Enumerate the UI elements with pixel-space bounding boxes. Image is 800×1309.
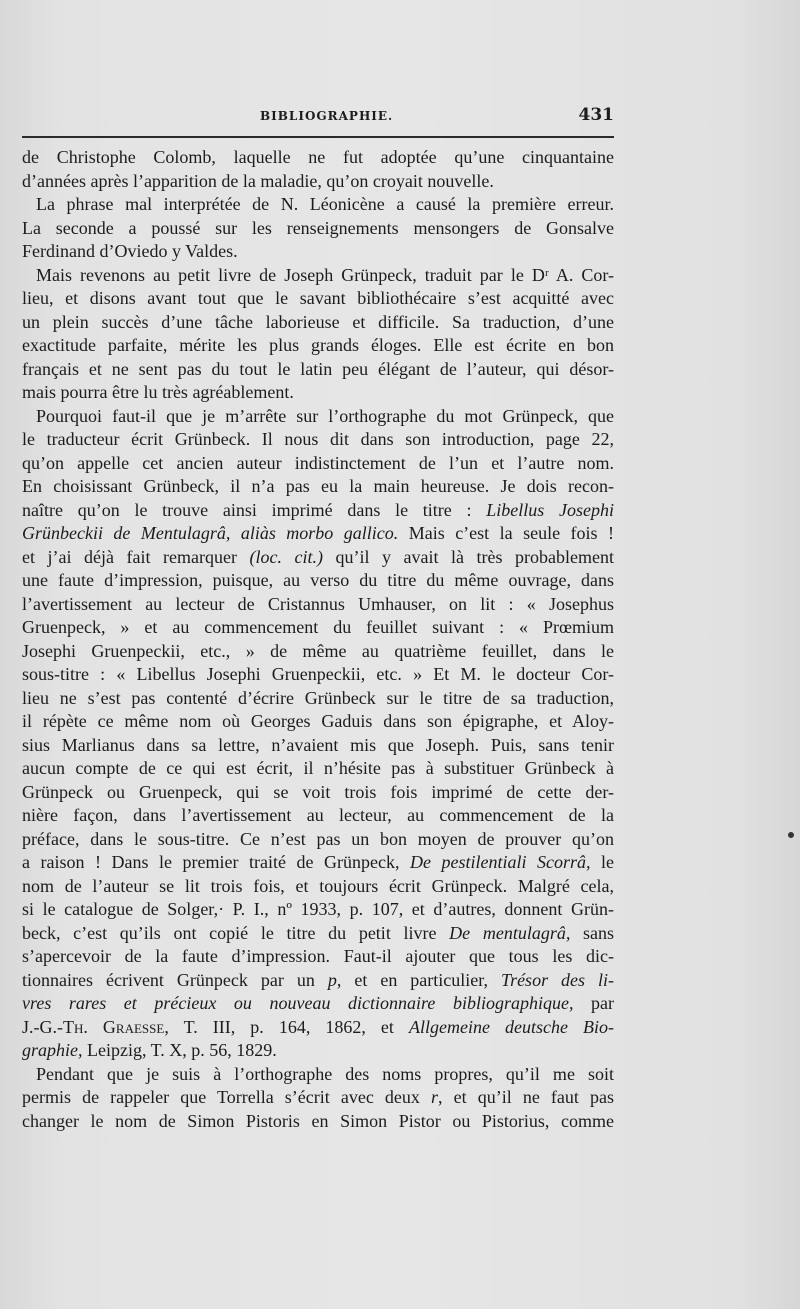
- text-segment: J.-G.-: [22, 1016, 63, 1037]
- text-line: exactitude parfaite, mérite les plus grands éloges. Elle est écrite en bon: [22, 335, 614, 355]
- text-line: [22, 1016, 614, 1040]
- italic-letter: p: [327, 969, 337, 990]
- italic-citation: (loc. cit.): [249, 546, 323, 567]
- text-line: l’avertissement au lecteur de Cristannus Umhauser, on lit : « Josephus: [22, 593, 614, 614]
- text-segment: , et en particulier,: [336, 969, 489, 990]
- text-segment: tionnaires écrivent Grünpeck par un: [22, 969, 315, 990]
- text-line: [22, 1039, 614, 1063]
- text-line: d’années après l’apparition de la maladie, qu’on croyait nouvelle.: [22, 170, 494, 191]
- text-line: [22, 851, 614, 875]
- header-rule: [22, 136, 614, 138]
- text-line: nom de l’auteur se lit trois fois, et toujours écrit Grünpeck. Malgré cela,: [22, 875, 614, 896]
- margin-mark: [788, 832, 794, 838]
- italic-letter: r: [431, 1087, 439, 1107]
- text-line: La seconde a poussé sur les renseignements mensongers de Gonsalve: [22, 217, 614, 238]
- italic-title: De mentulagrâ,: [449, 922, 571, 943]
- text-line: changer le nom de Simon Pistoris en Simon Pistor ou Pistorius, comme: [22, 1110, 614, 1131]
- text-line: Pendant que je suis à l’orthographe des noms propres, qu’il me soit: [36, 1063, 614, 1084]
- italic-title: vres rares et précieux ou nouveau dictionnaire bibliographique,: [22, 993, 574, 1013]
- text-segment: , T. III, p. 164, 1862, et: [164, 1016, 394, 1037]
- page-header: [22, 105, 614, 127]
- text-line: Josephi Gruenpeckii, etc., » de même au quatrième feuillet, dans le: [22, 640, 614, 661]
- text-segment: par: [573, 993, 615, 1013]
- text-segment: naître qu’on le trouve ainsi imprimé dans le titre :: [22, 499, 472, 520]
- text-line: Ferdinand d’Oviedo y Valdes.: [22, 241, 238, 261]
- text-line: En choisissant Grünbeck, il n’a pas eu la main heureuse. Je dois recon-: [22, 476, 614, 496]
- text-segment: a raison ! Dans le premier traité de Grünpeck,: [22, 852, 400, 872]
- text-segment: beck, c’est qu’ils ont copié le titre du petit livre: [22, 922, 437, 943]
- text-line: une faute d’impression, puisque, au verso du titre du même ouvrage, dans: [22, 570, 614, 590]
- text-line: [22, 922, 614, 946]
- text-segment: qu’il y avait là très probablement: [322, 546, 614, 567]
- italic-title: graphie,: [22, 1040, 83, 1060]
- text-line: le traducteur écrit Grünbeck. Il nous dit dans son introduction, page 22,: [22, 429, 614, 449]
- italic-title: Libellus Josephi: [486, 499, 615, 520]
- text-line: aucun compte de ce qui est écrit, il n’hésite pas à substituer Grünbeck à: [22, 758, 614, 778]
- text-segment: et j’ai déjà fait remarquer: [22, 546, 237, 567]
- text-segment: Leipzig, T. X, p. 56, 1829.: [82, 1040, 277, 1060]
- text-segment: le: [590, 852, 615, 872]
- running-head: BIBLIOGRAPHIE.: [260, 109, 394, 123]
- text-line: Gruenpeck, » et au commencement du feuillet suivant : « Prœmium: [22, 617, 614, 637]
- text-line: [22, 499, 614, 523]
- italic-title: Trésor des li-: [501, 969, 615, 990]
- text-line: lieu ne s’est pas contenté d’écrire Grünbeck sur le titre de sa traduction,: [22, 687, 614, 708]
- text-line: La phrase mal interprétée de N. Léonicène a causé la première erreur.: [36, 194, 614, 214]
- text-line: de Christophe Colomb, laquelle ne fut adoptée qu’une cinquantaine: [22, 147, 614, 167]
- text-line: sous-titre : « Libellus Josephi Gruenpeckii, etc. » Et M. le docteur Cor-: [22, 664, 614, 684]
- text-line: [22, 969, 614, 993]
- body-text: [22, 146, 614, 1133]
- italic-title: De pestilentiali Scorrâ,: [409, 852, 591, 872]
- italic-title: Grünbeckii de Mentulagrâ, aliàs morbo gallico.: [22, 523, 399, 543]
- text-line: s’apercevoir de la faute d’impression. Faut-il ajouter que tous les dic-: [22, 946, 614, 966]
- small-caps-author: Th. Graesse: [63, 1016, 165, 1037]
- page-number: 431: [578, 105, 614, 125]
- text-line: si le catalogue de Solger,· P. I., nº 1933, p. 107, et d’autres, donnent Grün-: [22, 899, 614, 919]
- text-segment: Mais c’est la seule fois !: [398, 523, 614, 543]
- italic-title: Allgemeine deutsche Bio-: [408, 1016, 615, 1037]
- text-line: sius Marlianus dans sa lettre, n’avaient mis que Joseph. Puis, sans tenir: [22, 734, 614, 755]
- text-line: [22, 1086, 614, 1110]
- text-line: [22, 546, 614, 570]
- text-line: préface, dans le sous-titre. Ce n’est pas un bon moyen de prouver qu’on: [22, 828, 614, 849]
- text-line: nière façon, dans l’avertissement au lecteur, au commencement de la: [22, 805, 614, 825]
- text-line: Pourquoi faut-il que je m’arrête sur l’orthographe du mot Grünpeck, que: [36, 405, 614, 426]
- text-segment: permis de rappeler que Torrella s’écrit avec deux: [22, 1087, 420, 1107]
- text-line: un plein succès d’une tâche laborieuse et difficile. Sa traduction, d’une: [22, 311, 614, 332]
- text-line: lieu, et disons avant tout que le savant bibliothécaire s’est acquitté avec: [22, 288, 614, 308]
- text-line: [22, 992, 614, 1016]
- text-line: qu’on appelle cet ancien auteur indistinctement de l’un et l’autre nom.: [22, 452, 614, 473]
- text-segment: , et qu’il ne faut pas: [438, 1087, 614, 1107]
- text-line: mais pourra être lu très agréablement.: [22, 382, 294, 402]
- text-line: il répète ce même nom où Georges Gaduis dans son épigraphe, et Aloy-: [22, 711, 614, 731]
- text-line: français et ne sent pas du tout le latin peu élégant de l’auteur, qui désor-: [22, 358, 614, 379]
- text-segment: sans: [570, 922, 615, 943]
- text-line: Mais revenons au petit livre de Joseph Grünpeck, traduit par le Dʳ A. Cor-: [36, 264, 614, 285]
- text-line: [22, 522, 614, 546]
- text-line: Grünpeck ou Gruenpeck, qui se voit trois fois imprimé de cette der-: [22, 781, 614, 802]
